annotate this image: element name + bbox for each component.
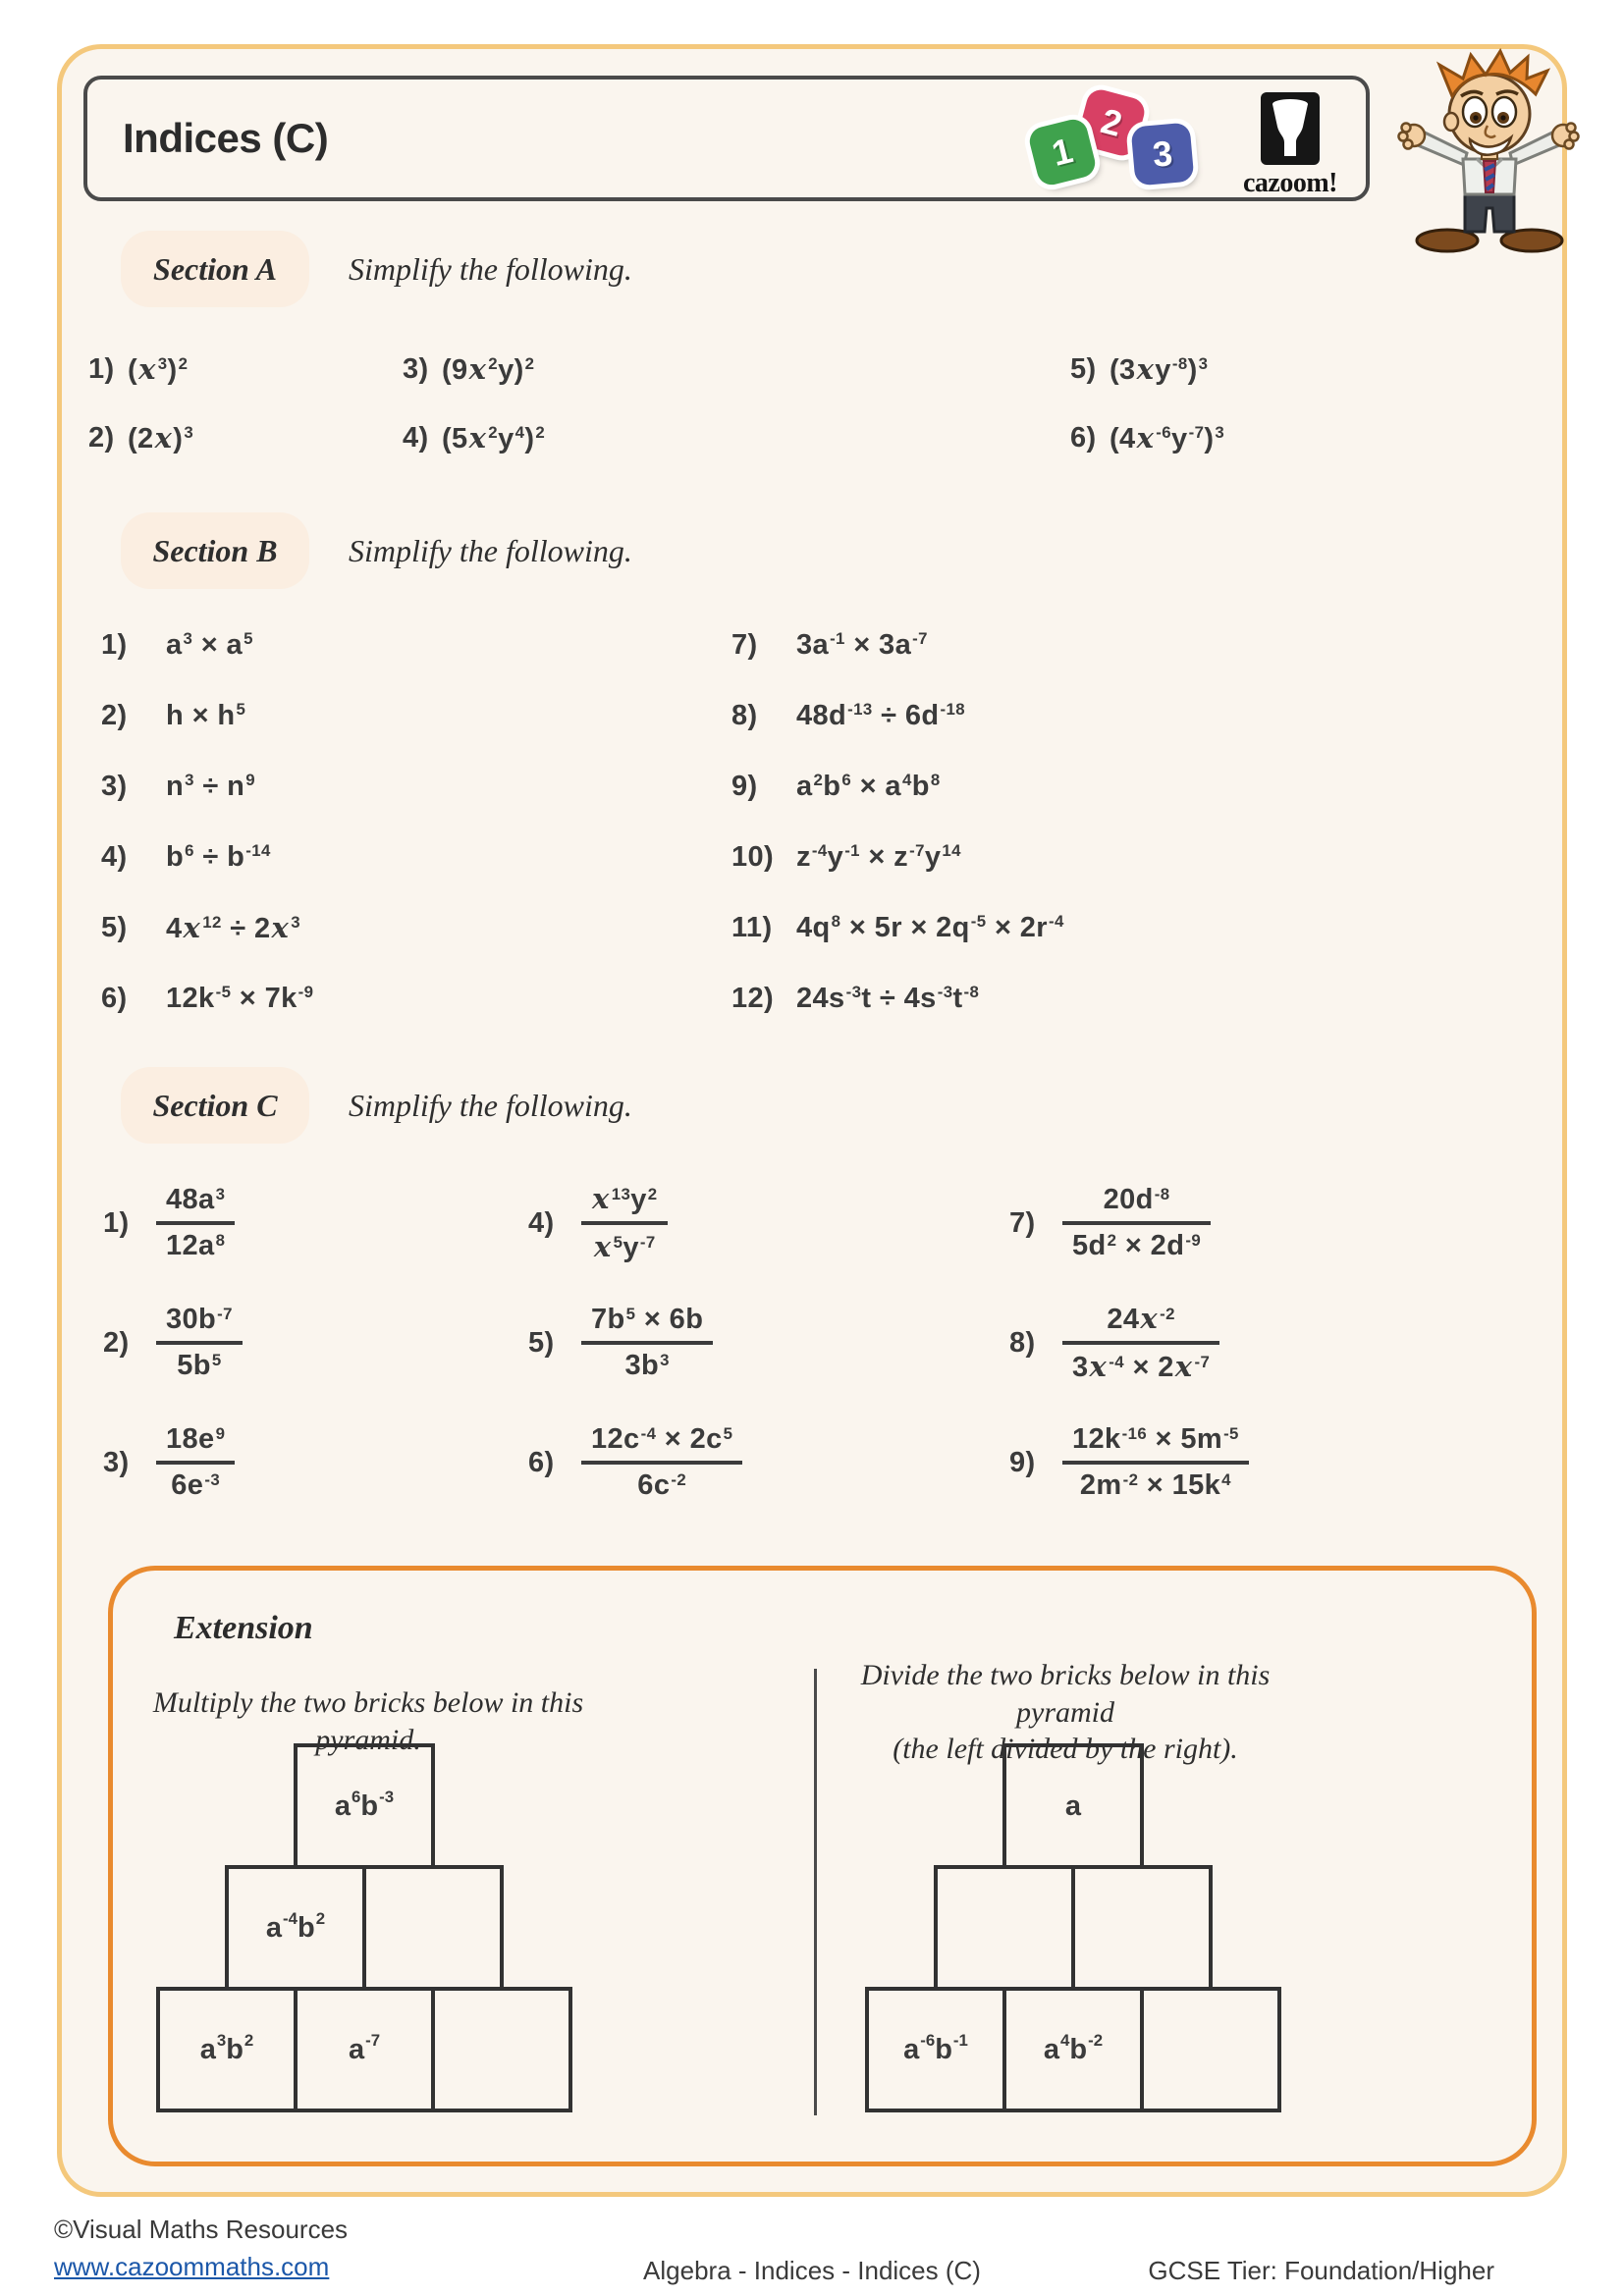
problem-number: 9) xyxy=(1009,1446,1036,1478)
fraction-numerator: 24x $^{-2}$ xyxy=(1107,1302,1175,1335)
problem-number: 3) xyxy=(101,770,128,802)
problem-expression: $4q^8 \times 5r \times 2q^{-5} \times 2r^{-4}$ xyxy=(796,911,1064,943)
problem-expression: $z^{-4}y^{-1} \times z^{-7}y^{14}$ xyxy=(796,840,961,873)
fraction-denominator: $6e^{-3}$ xyxy=(171,1469,221,1501)
fraction xyxy=(156,1304,243,1382)
fraction xyxy=(1062,1184,1211,1262)
page-title: Indices (C) xyxy=(123,115,329,161)
problem-expression: (5x $^2y^4)^2$ xyxy=(442,420,546,454)
section-c-instruction: Simplify the following. xyxy=(349,1088,632,1123)
problem-expression: $24s^{-3}t \div 4s^{-3}t^{-8}$ xyxy=(796,982,980,1014)
problem-item xyxy=(88,335,403,403)
problem-expression: $a^2b^6 \times a^4b^8$ xyxy=(796,770,941,802)
problem-number: 1) xyxy=(101,628,128,661)
fraction-denominator: $5d^2 \times 2d^{-9}$ xyxy=(1072,1230,1202,1261)
pyramid-brick: a $^4$ b $^{-2}$ xyxy=(1002,1987,1144,2112)
fraction-denominator: x $^5y^{-7}$ xyxy=(593,1230,656,1263)
problem-item xyxy=(731,892,1064,963)
problem-number: 5) xyxy=(1070,352,1097,385)
problem-item xyxy=(101,680,731,751)
problem-number: 4) xyxy=(101,840,128,873)
pyramid-brick: a xyxy=(1002,1743,1144,1869)
problem-number: 3) xyxy=(103,1446,130,1478)
tile-1-icon: 1 xyxy=(1027,117,1099,188)
footer-copyright: ©Visual Maths Resources xyxy=(54,2215,349,2244)
pyramid-brick xyxy=(431,1987,572,2112)
problem-number: 2) xyxy=(103,1326,130,1359)
section-a-label: Section A xyxy=(121,231,309,307)
fraction xyxy=(581,1182,668,1264)
section-c-problems xyxy=(103,1163,1249,1522)
pyramid-row xyxy=(865,1743,1281,1869)
problem-number: 6) xyxy=(1070,421,1097,454)
problem-item xyxy=(101,822,731,892)
section-a-instruction: Simplify the following. xyxy=(349,251,632,287)
problem-number: 1) xyxy=(88,352,115,385)
problem-number: 7) xyxy=(1009,1206,1036,1239)
problem-item xyxy=(1009,1403,1249,1522)
pyramid-brick: a $^3$ b $^2$ xyxy=(156,1987,298,2112)
problem-expression: $3a^{-1} \times 3a^{-7}$ xyxy=(796,628,928,661)
problem-number: 8) xyxy=(1009,1326,1036,1359)
fraction xyxy=(156,1423,235,1502)
problem-item xyxy=(103,1283,528,1403)
problem-number: 4) xyxy=(403,421,429,454)
problem-number: 11) xyxy=(731,911,773,943)
problem-number: 9) xyxy=(731,770,758,802)
problem-item xyxy=(1070,335,1224,403)
section-c-label: Section C xyxy=(121,1067,309,1144)
problem-number: 1) xyxy=(103,1206,130,1239)
pyramid-brick: a $^{-7}$ xyxy=(294,1987,435,2112)
pyramid-brick xyxy=(934,1865,1075,1991)
problem-expression: (4x $^{-6}y^{-7})^3$ xyxy=(1110,420,1225,454)
problem-number: 2) xyxy=(88,421,115,454)
fraction-numerator: x $^{13}y^2$ xyxy=(592,1182,658,1215)
pyramid-row xyxy=(865,1987,1281,2112)
problem-item xyxy=(403,335,1070,403)
problem-item xyxy=(1070,403,1224,472)
drum-icon xyxy=(1260,91,1321,166)
problem-item xyxy=(731,822,1064,892)
problem-number: 2) xyxy=(101,699,128,731)
problem-number: 3) xyxy=(403,352,429,385)
problem-number: 4) xyxy=(528,1206,555,1239)
brand-name: cazoom! xyxy=(1242,168,1337,198)
problem-item xyxy=(528,1403,1009,1522)
problem-expression: $a^3 \times a^5$ xyxy=(166,628,253,661)
extension-left-instruction: Multiply the two bricks below in this pyramid. xyxy=(152,1686,584,1756)
pyramid-row xyxy=(156,1743,572,1869)
fraction-numerator: $18e^9$ xyxy=(166,1423,226,1455)
problem-item xyxy=(103,1403,528,1522)
problem-number: 7) xyxy=(731,628,758,661)
fraction-denominator: $3b^3$ xyxy=(624,1350,670,1381)
pyramid-brick xyxy=(1140,1987,1281,2112)
problem-expression: (x $^3$)$^2$ xyxy=(128,351,189,386)
problem-number: 6) xyxy=(101,982,128,1014)
fraction-numerator: $20d^{-8}$ xyxy=(1103,1184,1170,1215)
footer-link[interactable]: www.cazoommaths.com xyxy=(54,2252,330,2281)
problem-number: 8) xyxy=(731,699,758,731)
problem-number: 10) xyxy=(731,840,775,873)
fraction-denominator: $6c^{-2}$ xyxy=(637,1469,687,1501)
fraction xyxy=(156,1184,235,1262)
problem-expression: $b^6 \div b^{-14}$ xyxy=(166,840,271,873)
problem-item xyxy=(1009,1283,1249,1403)
tile-2-icon: 2 xyxy=(1075,86,1147,158)
fraction xyxy=(1062,1423,1249,1502)
problem-item xyxy=(528,1163,1009,1283)
problem-item xyxy=(101,963,731,1034)
pyramid-row xyxy=(865,1865,1281,1991)
fraction-numerator: $12c^{-4} \times 2c^5$ xyxy=(591,1423,733,1455)
cartoon-character xyxy=(1371,45,1606,259)
extension-title: Extension xyxy=(174,1610,313,1646)
problem-expression: $48d^{-13} \div 6d^{-18}$ xyxy=(796,699,966,731)
problem-expression: 4x $^{12}$ ÷ 2x $^3$ xyxy=(166,910,300,944)
section-a-problems xyxy=(88,335,1224,472)
problem-number: 5) xyxy=(528,1326,555,1359)
pyramid-brick: a $^6$ b $^{-3}$ xyxy=(294,1743,435,1869)
problem-number: 6) xyxy=(528,1446,555,1478)
problem-item xyxy=(101,892,731,963)
pyramid-row xyxy=(156,1865,572,1991)
problem-item xyxy=(731,751,1064,822)
problem-number: 5) xyxy=(101,911,128,943)
problem-item xyxy=(731,680,1064,751)
fraction-numerator: $30b^{-7}$ xyxy=(166,1304,233,1335)
problem-expression: $(2x)^3$ xyxy=(128,420,194,454)
problem-expression: $h \times h^5$ xyxy=(166,699,246,731)
problem-item xyxy=(88,403,403,472)
pyramid-brick xyxy=(1071,1865,1213,1991)
footer-tier: GCSE Tier: Foundation/Higher xyxy=(1148,2256,1494,2285)
number-tiles-logo xyxy=(1025,87,1207,197)
pyramid-divide xyxy=(865,1743,1281,2112)
problem-expression: $n^3 \div n^9$ xyxy=(166,770,256,802)
problem-item xyxy=(101,610,731,680)
problem-expression: (9x $^2$y)$^2$ xyxy=(442,351,535,386)
fraction-denominator: 3x $^{-4}$ × 2x $^{-7}$ xyxy=(1072,1350,1211,1383)
problem-expression: $(3xy^{-8})^3$ xyxy=(1110,351,1209,386)
fraction-numerator: $7b^5 \times 6b$ xyxy=(591,1304,704,1335)
pyramid-brick: a $^{-6}$ b $^{-1}$ xyxy=(865,1987,1006,2112)
problem-item xyxy=(731,610,1064,680)
section-b-instruction: Simplify the following. xyxy=(349,533,632,568)
extension-box xyxy=(108,1566,1537,2166)
problem-item xyxy=(101,751,731,822)
fraction xyxy=(1062,1302,1219,1384)
fraction-denominator: $5b^5$ xyxy=(177,1350,222,1381)
section-b-problems xyxy=(101,610,1064,1034)
problem-item xyxy=(103,1163,528,1283)
fraction xyxy=(581,1304,713,1382)
fraction-numerator: $48a^3$ xyxy=(166,1184,226,1215)
header-box xyxy=(83,76,1370,201)
footer-category: Algebra - Indices - Indices (C) xyxy=(643,2256,981,2285)
section-b-label: Section B xyxy=(121,512,309,589)
pyramid-row xyxy=(156,1987,572,2112)
problem-item xyxy=(1009,1163,1249,1283)
problem-number: 12) xyxy=(731,982,775,1014)
pyramid-brick: a $^{-4}$ b $^2$ xyxy=(225,1865,366,1991)
tile-3-icon: 3 xyxy=(1130,122,1194,186)
problem-item xyxy=(731,963,1064,1034)
cazoom-logo xyxy=(1221,91,1359,199)
problem-expression: $12k^{-5} \times 7k^{-9}$ xyxy=(166,982,314,1014)
pyramid-brick xyxy=(362,1865,504,1991)
worksheet-frame xyxy=(57,44,1567,2197)
problem-item xyxy=(403,403,1070,472)
fraction-numerator: $12k^{-16} \times 5m^{-5}$ xyxy=(1072,1423,1239,1455)
extension-right-instruction: Divide the two bricks below in this pyramid (the left divided by the right). xyxy=(860,1659,1271,1765)
problem-item xyxy=(528,1283,1009,1403)
fraction-denominator: $2m^{-2} \times 15k^4$ xyxy=(1079,1469,1231,1501)
fraction xyxy=(581,1423,742,1502)
pyramid-multiply xyxy=(156,1743,572,2112)
fraction-denominator: $12a^8$ xyxy=(166,1230,226,1261)
